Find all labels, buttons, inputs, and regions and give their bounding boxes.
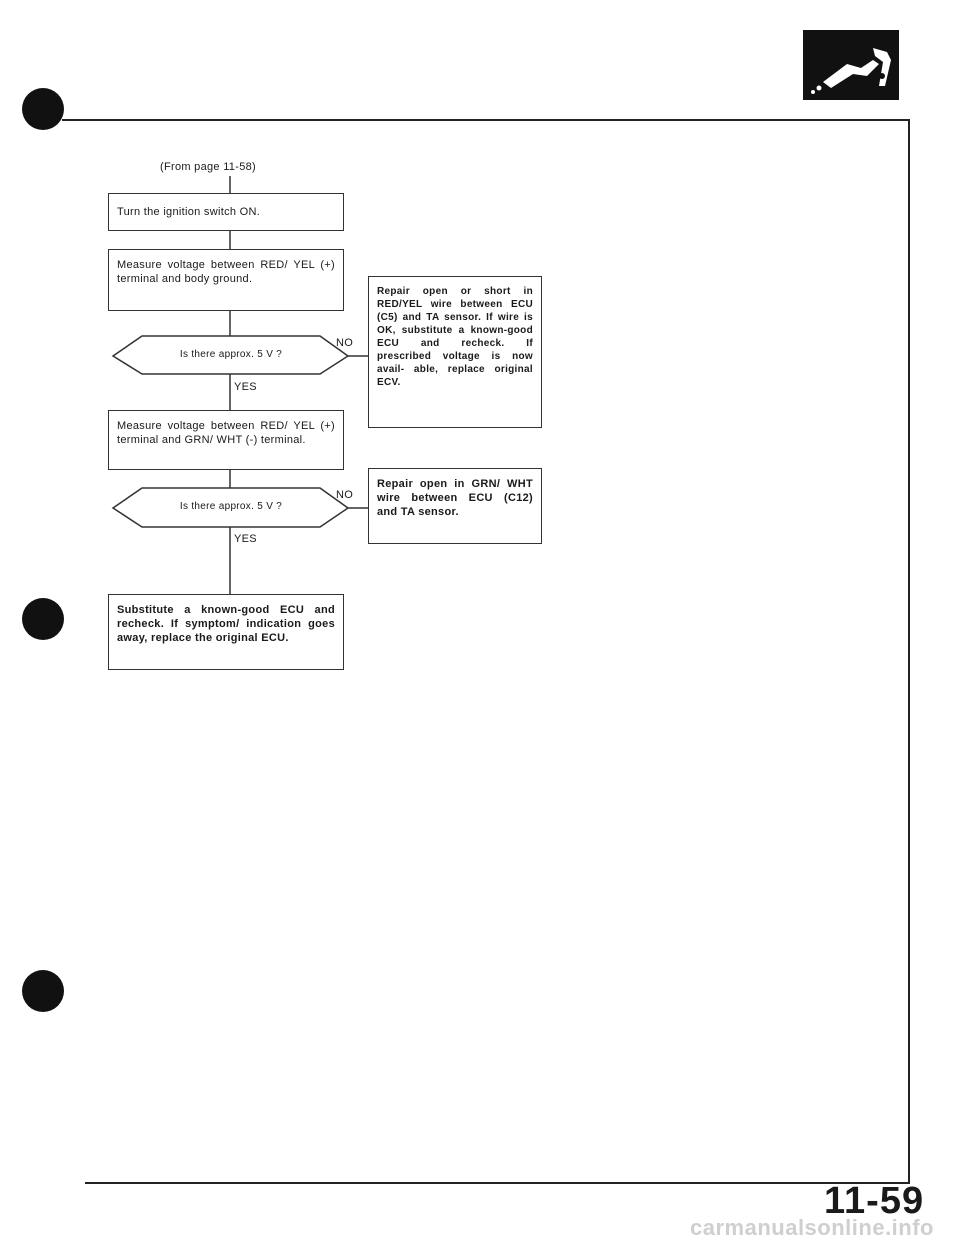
decision-2-no-label: NO [336, 489, 354, 501]
step-measure-voltage-grn-wht: Measure voltage between RED/ YEL (+) terminal and GRN/ WHT (-) terminal. [108, 410, 344, 470]
step-substitute-ecu: Substitute a known-good ECU and recheck. If symptom/ indication goes away, replace the original ECU. [108, 594, 344, 670]
repair-grn-wht-wire: Repair open in GRN/ WHT wire between ECU (C12) and TA sensor. [368, 468, 542, 544]
decision-1-question: Is there approx. 5 V ? [179, 349, 283, 360]
decision-1-yes-label: YES [234, 381, 257, 393]
step-turn-ignition-on: Turn the ignition switch ON. [108, 193, 344, 231]
decision-1-no-label: NO [336, 337, 354, 349]
repair-red-yel-wire: Repair open or short in RED/YEL wire between ECU (C5) and TA sensor. If wire is OK, substitute a known-good ECU and recheck. If prescribed voltage is now avail- able, replace original ECV. [368, 276, 542, 428]
step-measure-voltage-body-ground: Measure voltage between RED/ YEL (+) terminal and body ground. [108, 249, 344, 311]
decision-2-yes-label: YES [234, 533, 257, 545]
decision-2-question: Is there approx. 5 V ? [179, 501, 283, 512]
page-number: 11-59 [824, 1180, 925, 1222]
watermark: carmanualsonline.info [690, 1215, 934, 1240]
from-page-label: (From page 11-58) [160, 161, 256, 173]
